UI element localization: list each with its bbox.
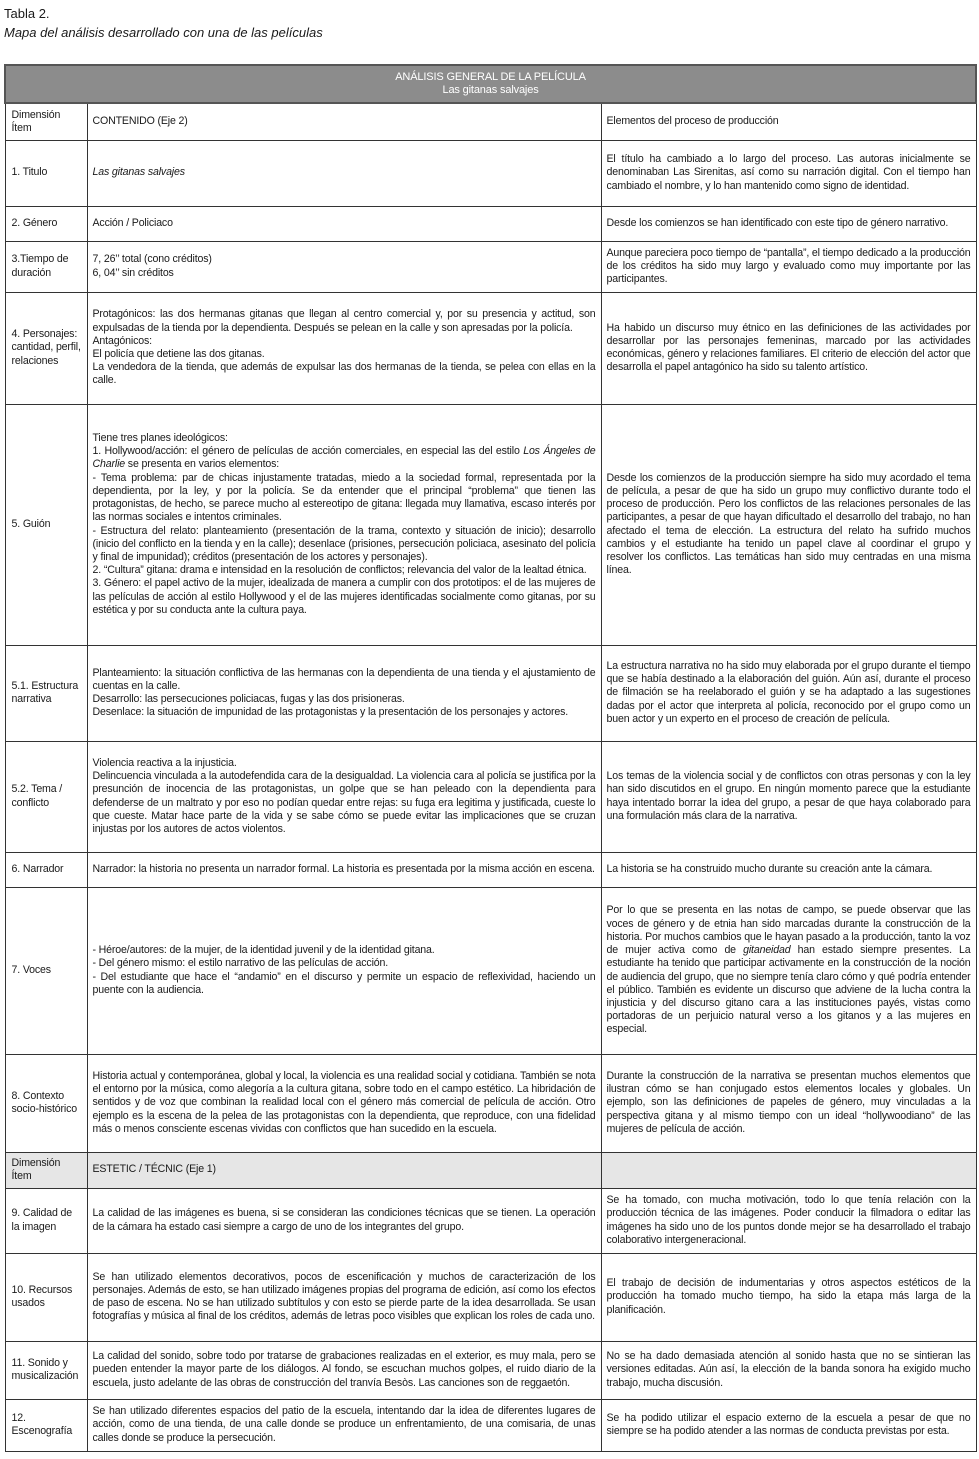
production-cell xyxy=(601,292,976,404)
cell-text: Se ha tomado, con mucha motivación, todo lo que tenía relación con la producción técnica de las imágenes. Poder conducir la filmadora o editar las imágenes ha sido uno de los puntos donde mejor se ha desarrollado el trabajo colaborativo intergeneracional. xyxy=(606,1194,971,1246)
content-cell xyxy=(87,1341,601,1399)
cell-text: Narrador: la historia no presenta un narrador formal. La historia es presentada por la misma acción en escena. xyxy=(92,862,595,875)
content-cell xyxy=(87,404,601,645)
dimension-cell: 12. Escenografía xyxy=(5,1399,87,1451)
production-cell xyxy=(601,1341,976,1399)
content-cell xyxy=(87,741,601,852)
content-cell xyxy=(87,887,601,1054)
content-cell xyxy=(87,140,601,206)
cell-text: Aunque pareciera poco tiempo de “pantalla”, el tiempo dedicado a la producción de los créditos ha sido muy largo y evaluado como muy importante por las participantes. xyxy=(606,246,971,286)
production-cell xyxy=(601,1188,976,1253)
cell-text: Desde los comienzos se han identificado con este tipo de género narrativo. xyxy=(606,216,949,229)
cell-text: Por lo que se presenta en las notas de campo, se puede observar que las voces de género y de etnia han sido marcadas durante la construcción de la historia. Por muchos cambios que le hayan pasado a la producción, tanto la voz de mujer activa como de xyxy=(606,904,971,957)
header-production: Elementos del proceso de producción xyxy=(601,103,976,140)
section-dimension: Dimensión Ítem xyxy=(5,1152,87,1188)
content-cell xyxy=(87,241,601,292)
table-row xyxy=(5,1253,976,1341)
cell-text: Durante la construcción de la narrativa se presentan muchos elementos que ilustran cómo se han conjugado estos elementos locales y globales. Un ejemplo, son las definiciones de papeles de género, muy vinculadas a la perspectiva gitana y al mismo tiempo con un ideal “hollywoodiano” de las mujeres de película de acción. xyxy=(606,1069,971,1135)
cell-text: se presenta en varios elementos: - Tema problema: par de chicas injustamente tratadas, miedo a la sociedad formal, representada por la dependienta, por la ley, y por la policía. Se da entender que el principal “problema” que tienen las protagonistas, de hecho, se parece mucho al estereotipo de gitana: llegada muy llamativa, escaso interés por las normas sociales e intentos criminales. - Estructura del relato: planteamiento (presentación de la trama, contexto y situación de inicio); desarrollo (inicio del conflicto en la tienda y en la calle); desenlace (prisiones, persecución policiaca, asesinato del policía y final de impunidad); créditos (presentación de los actores y personajes). 2. “Cultura” gitana: drama e intensidad en la resolución de conflictos; relevancia del valor de la lealtad étnica. 3. Género: el papel activo de la mujer, idealizada de manera a cumplir con dos prototipos: el de las mujeres de las películas de acción al estilo Hollywood y el de las mujeres identificadas socialmente como gitanas, por su estética y por su conducta ante la cultura paya. xyxy=(92,458,596,616)
production-cell xyxy=(601,1399,976,1451)
cell-text: han estado siempre presentes. La estudiante ha tenido que participar activamente en la construcción de la noción de audiencia del grupo, que no siempre tenía claro cómo y qué podría entender el público. También es evidente un discurso que adviene de la lucha contra la injusticia y del discurso gitano cara a las instituciones payés, vistas como portadoras de un perjuicio natural verso a los gitanos y a las mujeres en especial. xyxy=(606,944,971,1036)
dimension-cell: 3.Tiempo de duración xyxy=(5,241,87,292)
table-subtitle: Las gitanas salvajes xyxy=(442,84,539,96)
cell-text: Historia actual y contemporánea, global y local, la violencia es una realidad social y cotidiana. También se nota el entorno por la música, como alegoría a la cultura gitana, sobre todo en el campo estético. La hibridación de sentidos y de voz que combinan la realidad local con el género más comercial de película de acción. Otro ejemplo es la escena de la pelea de las protagonistas con la dependienta, que reproduce, con una fidelidad más o menos consciente escenas vividas con conflictos que han sucedido en la escuela. xyxy=(92,1069,596,1135)
header-row xyxy=(5,103,976,140)
table-row xyxy=(5,887,976,1054)
cell-text: Protagónicos: las dos hermanas gitanas que llegan al centro comercial y, por su presencia y actitud, son expulsadas de la tienda por la dependienta. Después se pelean en la calle y son apresadas por la policía. Antagónicos: El policía que detiene las dos gitanas. La vendedora de la tienda, que además de expulsar las dos hermanas de la tienda, se pelea con ellas en la calle. xyxy=(92,308,596,387)
cell-text: El trabajo de decisión de indumentarias y otros aspectos estéticos de la producción ha tomado mucho tiempo, ha sido la etapa más larga de la planificación. xyxy=(606,1277,971,1316)
table-row xyxy=(5,206,976,241)
content-cell xyxy=(87,1188,601,1253)
dimension-cell: 9. Calidad de la imagen xyxy=(5,1188,87,1253)
cell-text: Se ha podido utilizar el espacio externo de la escuela a pesar de que no siempre se ha podido atender a las normas de conducta previstas por esta. xyxy=(606,1411,971,1437)
table-row xyxy=(5,241,976,292)
cell-text: Se han utilizado elementos decorativos, pocos de escenificación y muchos de caracterización de los personajes. Además de esto, se han utilizado imágenes propias del programa de edición, así como los efectos de paso de escena. No se han utilizado subtítulos y con esto se pierde parte de la idea desarrollada. Se usan fotografías y música al final de los créditos, además de letras poco visibles que explican los roles de cada uno. xyxy=(92,1270,596,1323)
content-cell xyxy=(87,206,601,241)
cell-text: 7, 26’’ total (cono créditos) 6, 04’’ sin créditos xyxy=(92,253,212,279)
table-label: Tabla 2. xyxy=(4,6,50,21)
cell-text: Planteamiento: la situación conflictiva de las hermanas con la dependienta de una tienda y el ajustamiento de cuentas en la calle. Desarrollo: las persecuciones policiacas, fugas y las dos prisioneras. Desenlace: la situación de impunidad de las protagonistas y la presentación de los personajes y actores. xyxy=(92,666,596,719)
dimension-cell: 7. Voces xyxy=(5,887,87,1054)
content-cell xyxy=(87,1399,601,1451)
dimension-cell: 11. Sonido y musicalización xyxy=(5,1341,87,1399)
section-header-row xyxy=(5,1152,976,1188)
dimension-cell: 5.2. Tema / conflicto xyxy=(5,741,87,852)
cell-text: Desde los comienzos de la producción siempre ha sido muy acordado el tema de película, a pesar de que ha sido un grupo muy conflictivo durante todo el proceso de producción. Pero los conflictos de las relaciones personales de las participantes, a pesar de que hayan dificultado el desarrollo del trabajo, no han afectado el tema de elección. La estructura del relato ha sufrido muchos cambios y el estudiante ha tenido un papel clave al coordinar el grupo y resolver los conflictos. Las temáticas han sido muy centradas en una misma línea. xyxy=(606,471,971,577)
content-cell xyxy=(87,852,601,887)
dimension-cell: 2. Género xyxy=(5,206,87,241)
cell-text: Los temas de la violencia social y de conflictos con otras personas y con la ley han sido discutidos en el grupo. En ningún momento parece que la estudiante haya intentado borrar la idea del grupo, a pesar de que haya colaborado para una formulación más clara de la narrativa. xyxy=(606,770,971,822)
production-cell xyxy=(601,741,976,852)
content-cell xyxy=(87,292,601,404)
dimension-cell: 1. Titulo xyxy=(5,140,87,206)
cell-text: Acción / Policiaco xyxy=(92,216,173,229)
content-cell xyxy=(87,645,601,741)
dimension-cell: 6. Narrador xyxy=(5,852,87,887)
content-cell xyxy=(87,1253,601,1341)
header-dimension: Dimensión Ítem xyxy=(5,103,87,140)
section-content: ESTETIC / TÉCNIC (Eje 1) xyxy=(87,1152,601,1188)
cell-text: Tiene tres planes ideológicos: 1. Hollywood/acción: el género de películas de acción comerciales, en especial las del estilo xyxy=(92,432,520,458)
italic-text: Las gitanas salvajes xyxy=(92,166,185,179)
table-row xyxy=(5,1054,976,1152)
production-cell xyxy=(601,241,976,292)
cell-text: La historia se ha construido mucho durante su creación ante la cámara. xyxy=(606,862,933,875)
italic-text: Los Ángeles de Charlie xyxy=(92,445,596,471)
cell-text: La calidad de las imágenes es buena, si se consideran las condiciones técnicas que se tienen. La operación de la cámara ha estado casi siempre a cargo de uno de los integrantes del grupo. xyxy=(92,1207,596,1233)
table-row xyxy=(5,1399,976,1451)
dimension-cell: 5.1. Estructura narrativa xyxy=(5,645,87,741)
table-row xyxy=(5,645,976,741)
table-row xyxy=(5,852,976,887)
analysis-table xyxy=(4,64,977,1452)
header-content: CONTENIDO (Eje 2) xyxy=(87,103,601,140)
dimension-cell: 8. Contexto socio-histórico xyxy=(5,1054,87,1152)
dimension-cell: 4. Personajes: cantidad, perfil, relaciones xyxy=(5,292,87,404)
cell-text: Violencia reactiva a la injusticia. Delincuencia vinculada a la autodefendida cara de la desigualdad. La violencia cara al policía se justifica por la presunción de inocencia de las protagonistas, un golpe que se han peleado con la dependienta para defenderse de un maltrato y por eso no podían quedar entre rejas: su fuga era legitima y justificada, cueste lo que cueste. Matar hace parte de la vida y se sabe cómo se puede evitar las implicaciones que se cruzan injustas por los autores de actos violentos. xyxy=(92,756,596,835)
cell-text: No se ha dado demasiada atención al sonido hasta que no se sintieran las versiones editadas. Aún así, la elección de la banda sonora ha exigido mucho trabajo, mucha discusión. xyxy=(606,1350,971,1389)
table-row xyxy=(5,140,976,206)
production-cell xyxy=(601,206,976,241)
cell-text: La estructura narrativa no ha sido muy elaborada por el grupo durante el tiempo que se había destinado a la elaboración del guión. Aún así, durante el proceso de filmación se ha reelaborado el guión y se ha adaptado a las sugestiones dadas por el actor que interpreta al policía, reconocido por el grupo como un buen actor y un experto en el proceso de creación de película. xyxy=(606,659,971,725)
production-cell xyxy=(601,887,976,1054)
dimension-cell: 10. Recursos usados xyxy=(5,1253,87,1341)
dimension-cell: 5. Guión xyxy=(5,404,87,645)
cell-text: Se han utilizado diferentes espacios del patio de la escuela, intentando dar la idea de diferentes lugares de acción, como de una tienda, de una calle donde se produce un enfrentamiento, de una comisaria, de unas calles donde se produce la persecución. xyxy=(92,1405,596,1444)
table-row xyxy=(5,404,976,645)
section-production xyxy=(601,1152,976,1188)
table-caption: Mapa del análisis desarrollado con una de las películas xyxy=(4,25,323,40)
table-row xyxy=(5,741,976,852)
table-title-row xyxy=(5,65,976,103)
production-cell xyxy=(601,404,976,645)
production-cell xyxy=(601,852,976,887)
table-title: ANÁLISIS GENERAL DE LA PELÍCULA xyxy=(395,71,586,83)
production-cell xyxy=(601,1054,976,1152)
cell-text: Ha habido un discurso muy étnico en las definiciones de las actividades por desarrollar por las personajes femeninas, marcado por las actividades económicas, género y relaciones familiares. El criterio de elección del actor que desarrolla el papel antagónico ha sido su talento artístico. xyxy=(606,321,971,374)
production-cell xyxy=(601,1253,976,1341)
table-row xyxy=(5,1188,976,1253)
cell-text: El título ha cambiado a lo largo del proceso. Las autoras inicialmente se denominaban Las Sirenitas, así como su narración digital. Con el tiempo han cambiado el nombre, y lo han mantenido como signo de identidad. xyxy=(606,153,971,192)
italic-text: gitaneidad xyxy=(743,944,791,957)
production-cell xyxy=(601,140,976,206)
content-cell xyxy=(87,1054,601,1152)
cell-text: La calidad del sonido, sobre todo por tratarse de grabaciones realizadas en el exterior, es muy mala, pero se pueden entender la mayor parte de los diálogos. Al fondo, se escuchan muchos golpes, el ruido diario de la escuela, justo adelante de las obras de construcción del tranvía Besòs. Las canciones son de reggaetón. xyxy=(92,1350,596,1389)
cell-text: - Héroe/autores: de la mujer, de la identidad juvenil y de la identidad gitana. - Del género mismo: el estilo narrativo de las películas de acción. - Del estudiante que hace el “andamio” en el discurso y permite un espacio de reflexividad, haciendo un puente con la audiencia. xyxy=(92,944,596,996)
table-row xyxy=(5,1341,976,1399)
table-row xyxy=(5,292,976,404)
production-cell xyxy=(601,645,976,741)
table-title-cell xyxy=(5,65,976,103)
